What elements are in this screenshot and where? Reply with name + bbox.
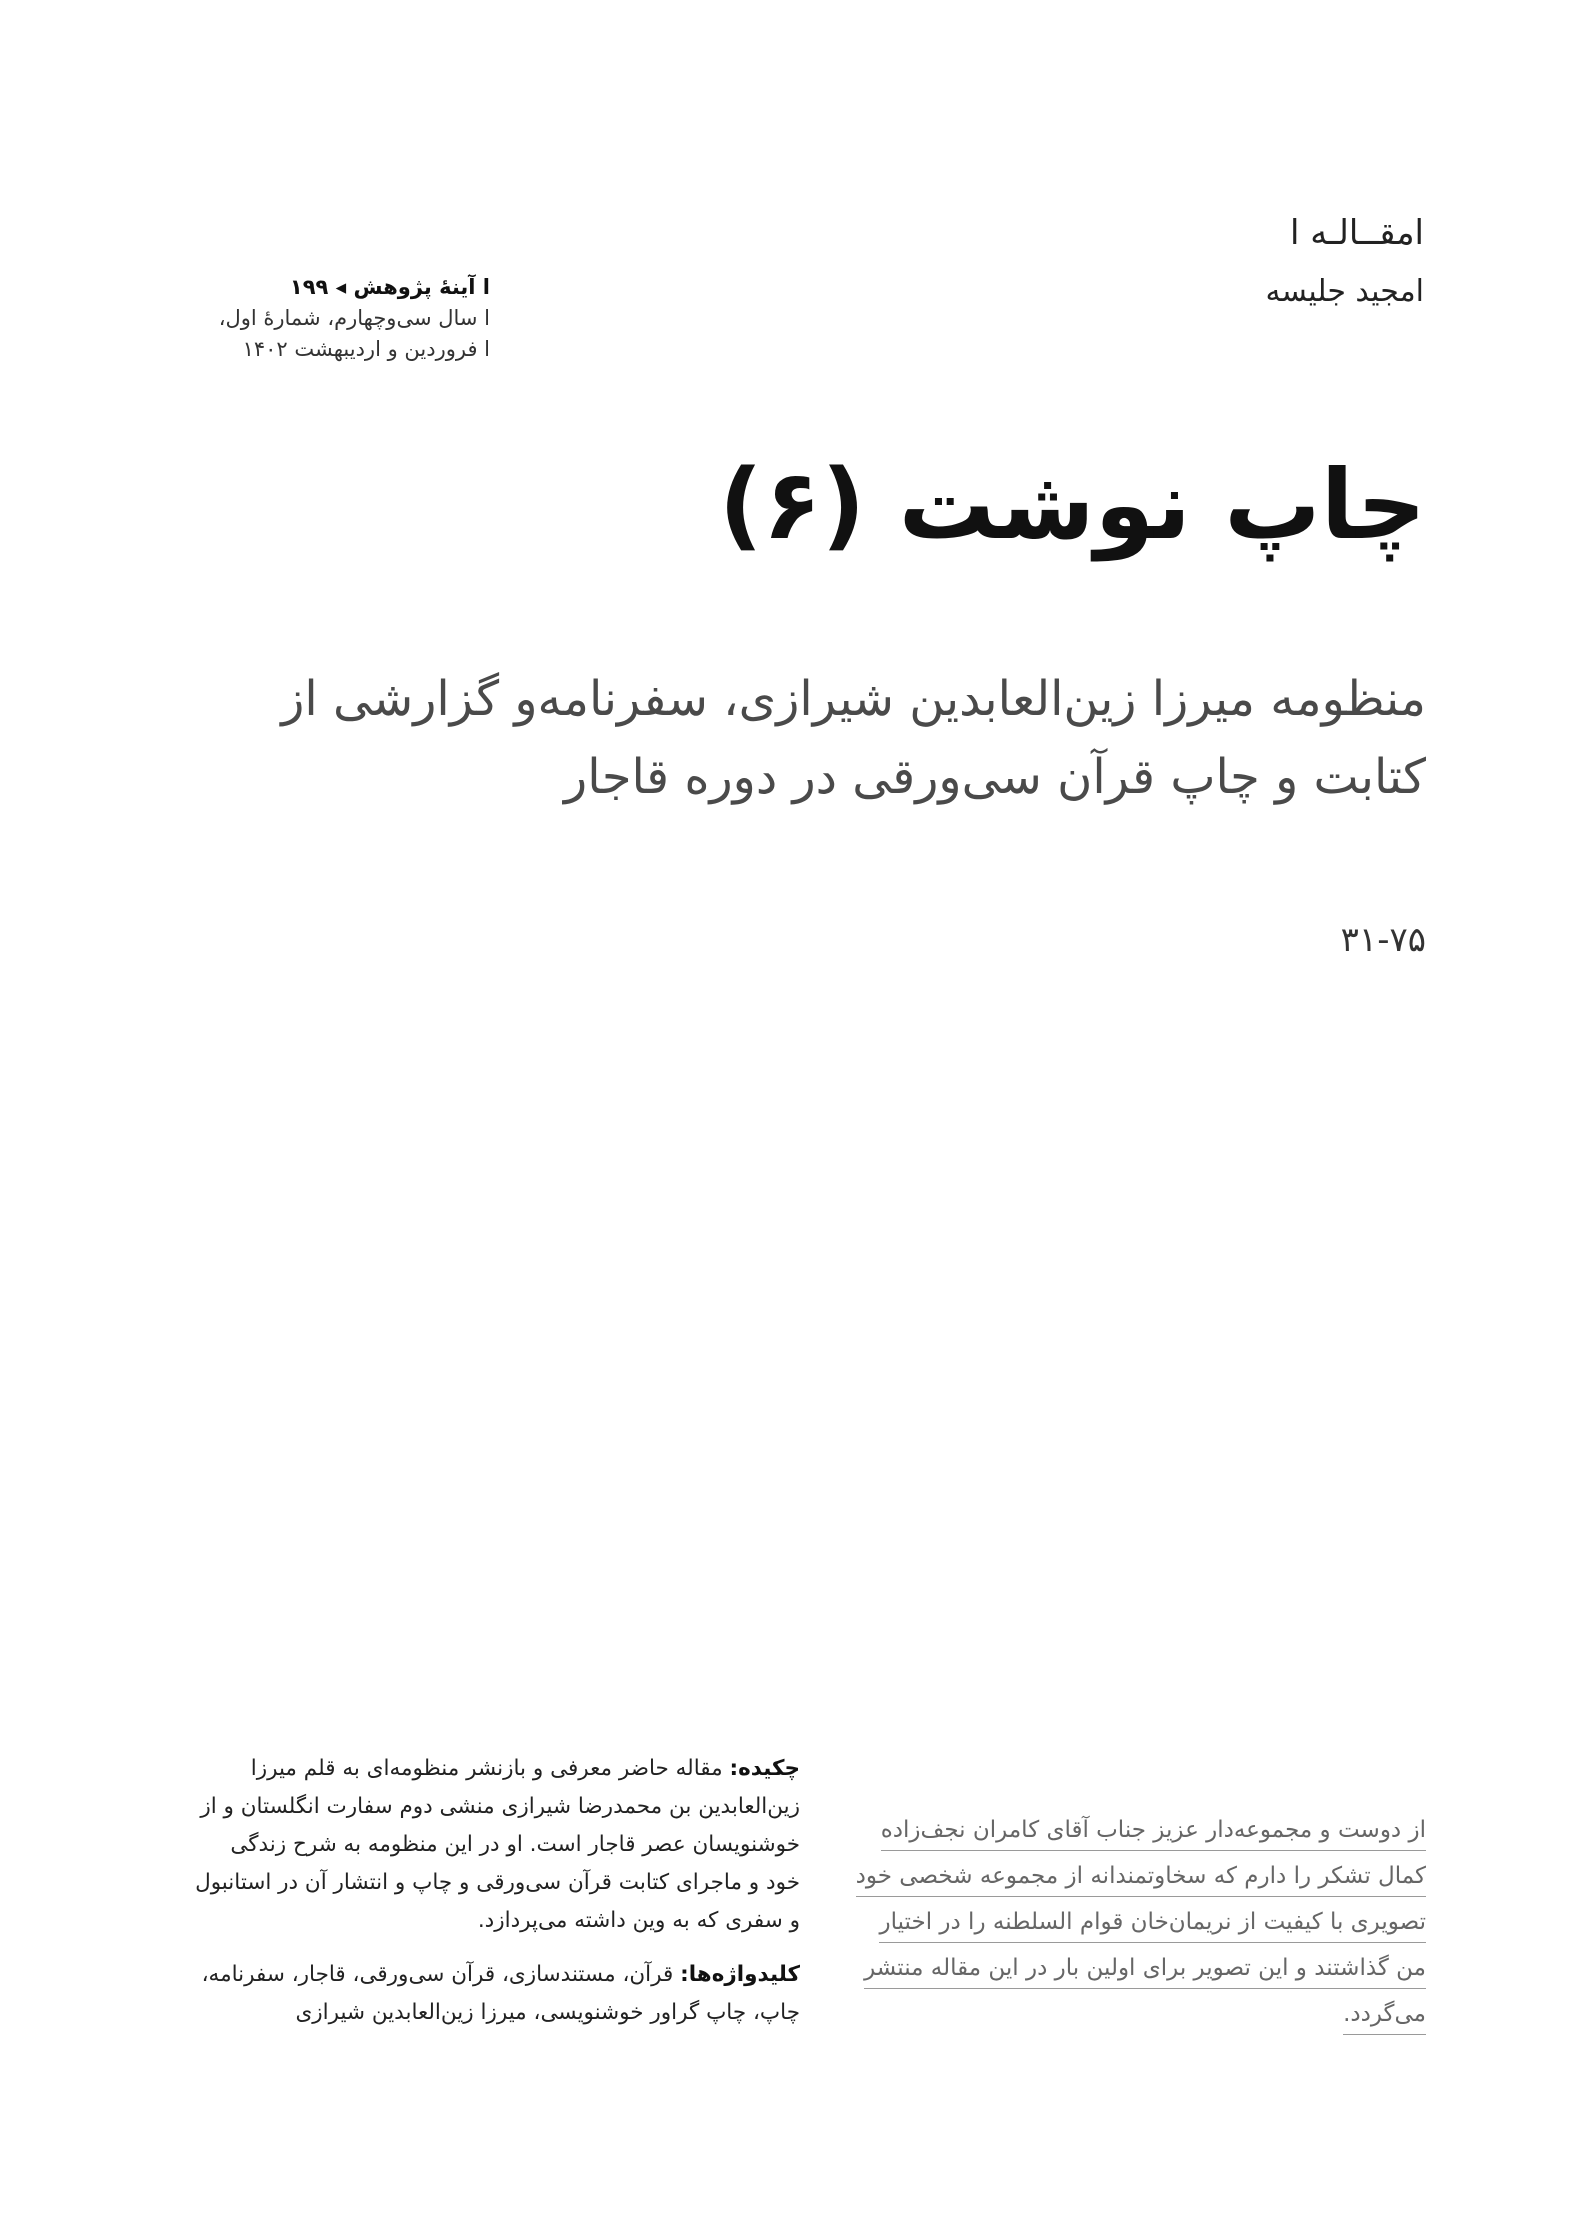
article-subtitle: منظومه میرزا زین‌العابدین شیرازی، سفرنامه‌و گزارشی از کتابت و چاپ قرآن سی‌ورقی در دوره قاجار bbox=[281, 671, 1426, 805]
article-header bbox=[1266, 210, 1424, 314]
abstract-block bbox=[190, 1750, 800, 2032]
acknowledgment-note bbox=[786, 1812, 1426, 2042]
keywords-paragraph bbox=[190, 1956, 800, 2032]
note-line: تصویری با کیفیت از نریمان‌خان قوام السلطنه را در اختیار bbox=[879, 1904, 1426, 1943]
note-line: کمال تشکر را دارم که سخاوتمندانه از مجموعه شخصی خود bbox=[856, 1858, 1426, 1897]
note-line: من گذاشتند و این تصویر برای اولین بار در این مقاله منتشر bbox=[864, 1950, 1426, 1989]
journal-volume: ا سال سی‌وچهارم، شمارۀ اول، bbox=[218, 306, 490, 330]
page-range: ۳۱-۷۵ bbox=[1340, 920, 1426, 960]
journal-date: ا فروردین و اردیبهشت ۱۴۰۲ bbox=[242, 337, 490, 361]
section-label: امقــالـه ا bbox=[1290, 213, 1424, 253]
author-name: امجید جلیسه bbox=[1265, 274, 1424, 309]
keywords-text: قرآن، مستندسازی، قرآن سی‌ورقی، قاجار، سفرنامه، چاپ، چاپ گراور خوشنویسی، میرزا زین‌العابدین شیرازی bbox=[201, 1962, 800, 2025]
article-title: چاپ نوشت (۶) bbox=[718, 449, 1426, 561]
abstract-paragraph bbox=[190, 1750, 800, 1940]
note-line: از دوست و مجموعه‌دار عزیز جناب آقای کامران نجف‌زاده bbox=[881, 1812, 1426, 1851]
note-line: می‌گردد. bbox=[1343, 1996, 1426, 2035]
abstract-text: مقاله حاضر معرفی و بازنشر منظومه‌ای به قلم میرزا زین‌العابدین بن محمدرضا شیرازی منشی دوم سفارت انگلستان و از خوشنویسان عصر قاجار است. او در این منظومه به شرح زندگی خود و ماجرای کتابت قرآن سی‌ورقی و چاپ و انتشار آن در استانبول و سفری که به وین داشته می‌پردازد. bbox=[195, 1756, 800, 1933]
journal-info bbox=[190, 272, 490, 365]
journal-name: ا آینۀ پژوهش ◂ ۱۹۹ bbox=[289, 275, 490, 299]
abstract-label: چکیده: bbox=[729, 1756, 800, 1781]
keywords-label: کلیدواژه‌ها: bbox=[680, 1962, 800, 1987]
